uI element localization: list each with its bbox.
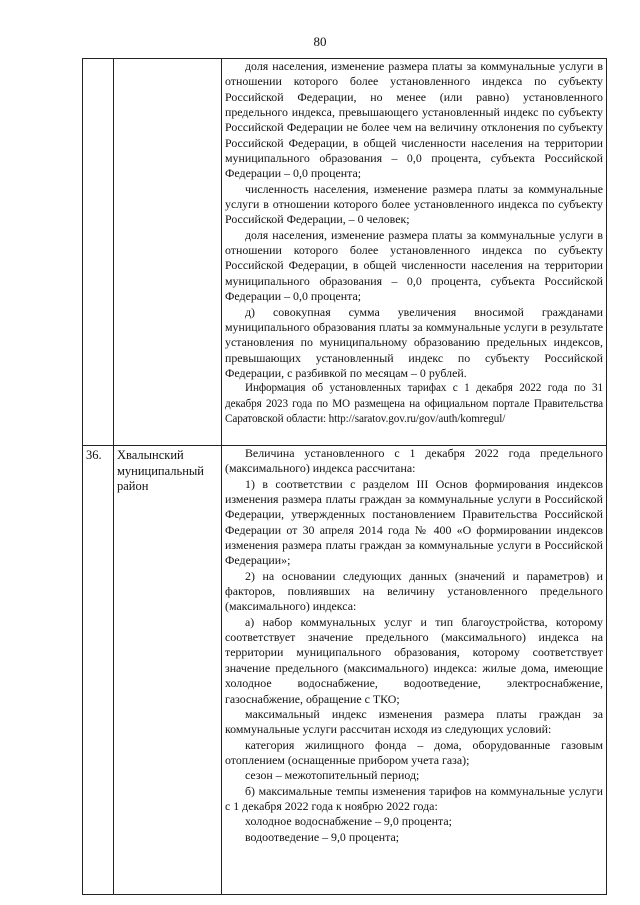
paragraph-tariff-info: Информация об установленных тарифах с 1 декабря 2022 года по 31 декабря 2023 года по МО размещена на официальном портале Правительства Саратовской области: http://saratov.gov.ru/gov/auth/komregul/ (225, 382, 603, 425)
municipality-cell-empty (114, 59, 222, 446)
paragraph: доля населения, изменение размера платы за коммунальные услуги в отношении которого более установленного индекса по субъекту Российской Федерации, но менее (или равно) установленного предельного индекса, превышающего установленный индекс по субъекту Российской Федерации не более чем на величину отклонения по субъекту Российской Федерации, в общей численности населения на территории муниципального образования – 0,0 процента, субъекта Российской Федерации – 0,0 процента; (225, 59, 603, 181)
paragraph: максимальный индекс изменения размера платы граждан за коммунальные услуги рассчитан исходя из следующих условий: (225, 706, 603, 737)
paragraph: численность населения, изменение размера платы за коммунальные услуги в отношении которого более установленного индекса по субъекту Российской Федерации, – 0 человек; (225, 181, 603, 227)
municipality-name-line: район (117, 479, 149, 493)
row-number: 36. (83, 446, 114, 895)
description-cell (222, 446, 607, 895)
paragraph: категория жилищного фонда – дома, оборудованные газовым отоплением (оснащенные прибором учета газа); (225, 737, 603, 767)
paragraph: д) совокупная сумма увеличения вносимой гражданами муниципального образования платы за коммунальные услуги в результате установления по муниципальному образованию предельных индексов, превышающих установленный индекс по субъекту Российской Федерации, с разбивкой по месяцам – 0 рублей. (225, 304, 603, 380)
paragraph: холодное водоснабжение – 9,0 процента; (245, 814, 452, 829)
municipality-name-line: Хвалынский (117, 448, 184, 462)
tariff-table (82, 58, 607, 895)
table-row-36 (83, 446, 607, 895)
municipality-name-line: муниципальный (117, 463, 204, 478)
paragraph: сезон – межотопительный период; (245, 768, 420, 783)
paragraph: Величина установленного с 1 декабря 2022 года предельного (максимального) индекса рассчитана: (225, 446, 603, 476)
paragraph: водоотведение – 9,0 процента; (245, 829, 400, 844)
row-number-cell-empty (83, 59, 114, 446)
paragraph: б) максимальные темпы изменения тарифов на коммунальные услуги с 1 декабря 2022 года к ноябрю 2022 года: (225, 783, 603, 813)
description-cell (222, 59, 607, 446)
paragraph: 2) на основании следующих данных (значений и параметров) и факторов, повлиявших на величину установленного предельного (максимального) индекса: (225, 568, 603, 614)
paragraph: 1) в соответствии с разделом III Основ формирования индексов изменения размера платы граждан за коммунальные услуги в Российской Федерации, утвержденных постановлением Правительства Российской Федерации от 30 апреля 2014 года № 400 «О формировании индексов изменения размера платы граждан за коммунальные услуги в Российской Федерации»; (225, 476, 603, 568)
table-row-continued (83, 59, 607, 446)
page-number: 80 (313, 34, 327, 49)
paragraph: а) набор коммунальных услуг и тип благоустройства, которому соответствует значение предельного (максимального) индекса на территории муниципального образования, которому соответствует значение предельного (максимального) индекса: жилые дома, имеющие холодное водоснабжение, водоотведение, электроснабжение, газоснабжение, обращение с ТКО; (225, 614, 603, 706)
paragraph: доля населения, изменение размера платы за коммунальные услуги в отношении которого более установленного индекса по субъекту Российской Федерации, в общей численности населения на территории муниципального образования – 0,0 процента, субъекта Российской Федерации – 0,0 процента; (225, 227, 603, 304)
municipality-name (114, 446, 222, 895)
